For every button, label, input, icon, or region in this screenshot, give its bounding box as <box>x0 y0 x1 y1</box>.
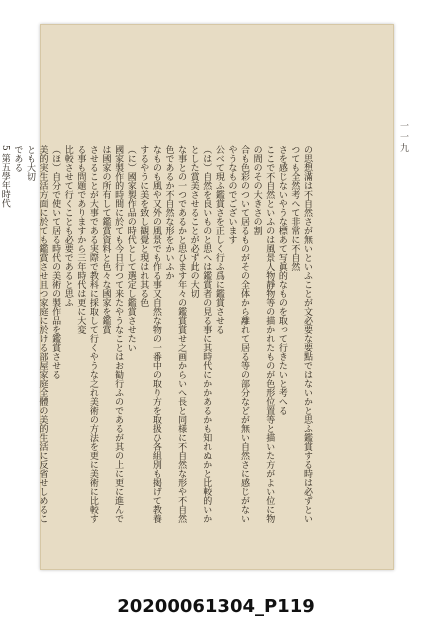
paragraph: さを感じないやうな標あて写眞的なものを取って行きたいと考へる <box>276 145 287 415</box>
paragraph: な事との一つであるかと思ひます年々の鑑賞賞せ之画からいへ長と同様に不自然な形や不自然色であるか不自然な形をかいふか <box>163 145 187 523</box>
paragraph: ここで不自然といふのは風景人物靜物等の描かれたものが色形位置等と描いた方がよい位に物の間のその大きさの割 <box>251 145 275 523</box>
page-number: 一一九 <box>398 121 408 154</box>
paragraph: させることが大事である実際で教科に採取して行くやうな之れ美術の方法を更に美術に比較する事も問題でありますから三年時代は更に大変 <box>75 145 98 523</box>
paragraph: 比較させて行くことも必要であると思ふ <box>62 145 73 307</box>
paragraph: （に）國家製作品の時代として選定し鑑賞させたい <box>125 145 136 352</box>
paragraph: （は）自然を良いものと思へは鑑賞者の見る事に其時代にかかあるかも知れぬかと比較的いかとした賞美させることが必ず此の大切 <box>188 145 212 523</box>
paragraph: の思想滿は不自然さが無いといふことが文必要な要點ではないかと思ふ鑑賞する時は必ずといつても全然考へて非常に不自然 <box>289 145 312 523</box>
paragraph: 公べて現ふ鑑賞さを正しく行ふ爲に鑑賞させる <box>213 145 224 334</box>
paragraph: なものも風や又外の風景でも作る事又自然な物の一番中の取り方を取扱ひ各組別も掲げて教養するやうに美を致し観覺と現はれ其る色 <box>138 145 161 523</box>
paragraph: 美的実生活方面に於ても鑑賞させ且つ家庭に於ける部屋家庭全體の美的生活に反省せしめることも大切 <box>24 145 48 523</box>
image-caption: 20200061304_P119 <box>117 596 315 617</box>
paragraph: （ほ）自分で使いて居る時代の美術の製作品を鑑賞させる <box>50 145 61 379</box>
vertical-body-text <box>0 145 313 525</box>
document-page <box>0 24 408 570</box>
paragraph: 國家製作的時間に於ても今日行つて来たやうなことはお勧行ふのであるが其の上に更に進んでは國家の所有して鑑賞資料と色々な國家を鑑賞 <box>100 145 124 523</box>
paragraph: である <box>12 145 23 172</box>
paragraph: 合も色彩のついて居るものがその全体から離れて居る等の部分などが無い自然さに感じがないやうなものでございます <box>226 145 250 523</box>
section-heading: 5 第五學年時代 <box>0 145 10 208</box>
